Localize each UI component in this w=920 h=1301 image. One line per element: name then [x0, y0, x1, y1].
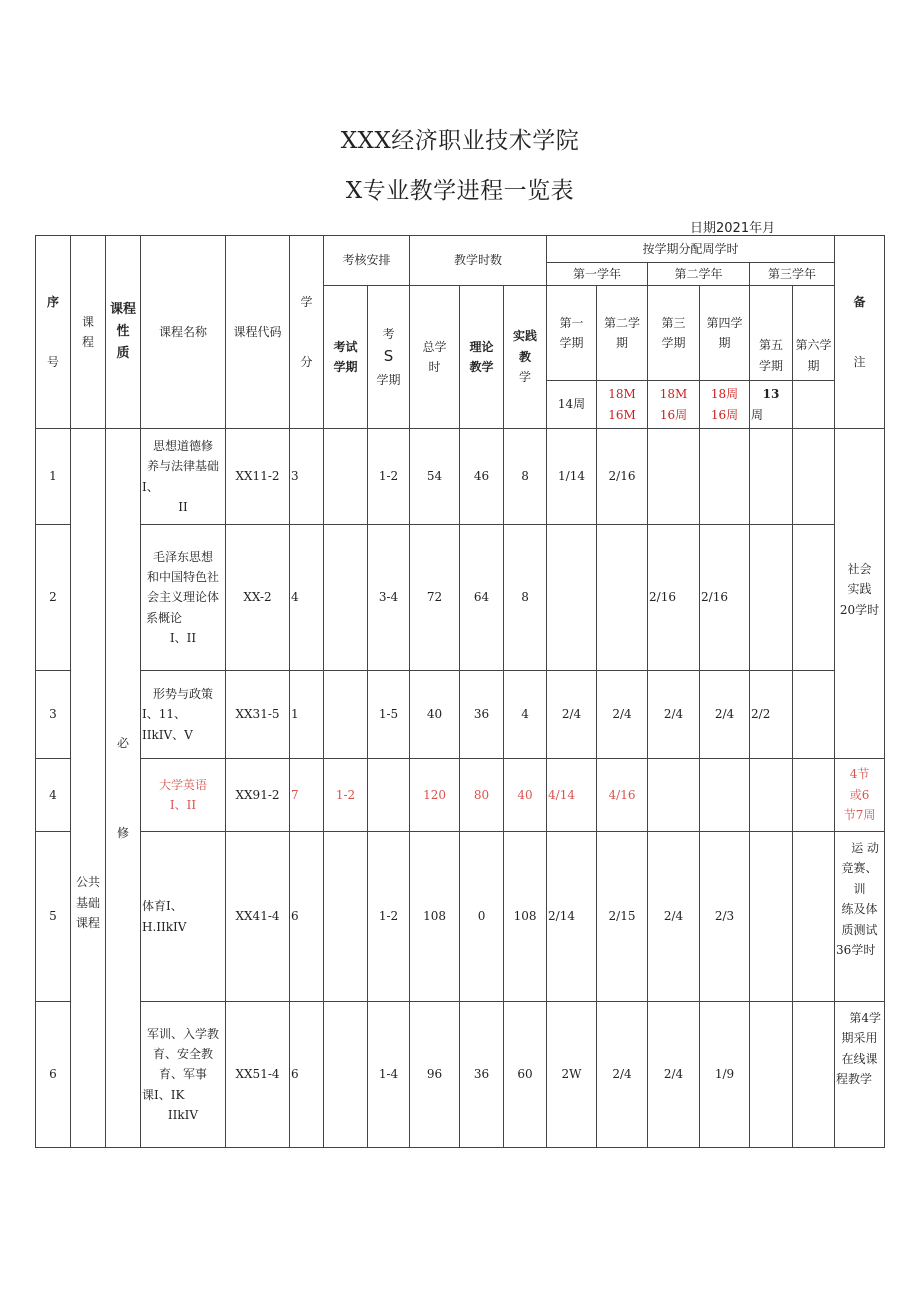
term-2-hours: [597, 525, 648, 671]
row-no: 1: [36, 429, 71, 525]
header-practice-hours: 实践 教 学: [504, 286, 547, 429]
header-row-1: [36, 236, 885, 263]
check-term: 1-2: [368, 429, 410, 525]
term-5-hours: [750, 429, 793, 525]
term-3-hours: 2/4: [648, 1002, 700, 1148]
term-6-hours: [793, 429, 835, 525]
course-code: XX11-2: [226, 429, 290, 525]
term-4-hours: 2/16: [700, 525, 750, 671]
exam-term: 1-2: [324, 759, 368, 832]
header-year-1: 第一学年: [547, 263, 648, 286]
header-term-2: 第二学 期: [597, 286, 648, 381]
term-3-hours: 2/4: [648, 832, 700, 1002]
header-term-4: 第四学 期: [700, 286, 750, 381]
theory-hours: 46: [460, 429, 504, 525]
remark: 运 动 竞赛、训 练及体 质测试 36学时: [835, 832, 885, 1002]
term-5-hours: [750, 525, 793, 671]
term-4-hours: 1/9: [700, 1002, 750, 1148]
course-name: 形势与政策 I、11、 IIkIV、V: [141, 671, 226, 759]
term-1-hours: 2/14: [547, 832, 597, 1002]
header-term-6: 第六学 期: [793, 286, 835, 381]
header-term-3: 第三 学期: [648, 286, 700, 381]
theory-hours: 36: [460, 1002, 504, 1148]
course-credit: 6: [290, 832, 324, 1002]
practice-hours: 8: [504, 525, 547, 671]
row-no: 5: [36, 832, 71, 1002]
table-row: [36, 671, 885, 759]
header-year-2: 第二学年: [648, 263, 750, 286]
weeks-term-2: 18M 16M: [597, 381, 648, 429]
exam-term: [324, 429, 368, 525]
term-5-hours: 2/2: [750, 671, 793, 759]
table-row: [36, 832, 885, 1002]
header-course-name: 课程名称: [141, 236, 226, 429]
table-title: X专业教学进程一览表: [345, 178, 575, 204]
course-nature: 必 修: [106, 429, 141, 1148]
course-credit: 7: [290, 759, 324, 832]
weeks-term-5: 13 周: [750, 381, 793, 429]
check-term: 3-4: [368, 525, 410, 671]
row-no: 4: [36, 759, 71, 832]
course-code: XX41-4: [226, 832, 290, 1002]
course-credit: 4: [290, 525, 324, 671]
course-name: 军训、入学教 育、安全教 育、军事 课I、IK IIkIV: [141, 1002, 226, 1148]
exam-term: [324, 1002, 368, 1148]
term-2-hours: 2/4: [597, 1002, 648, 1148]
header-exam-term: 考试 学期: [324, 286, 368, 429]
total-hours: 108: [410, 832, 460, 1002]
course-name: 思想道德修 养与法律基础 I、 II: [141, 429, 226, 525]
term-6-hours: [793, 832, 835, 1002]
remark: 社会 实践 20学时: [835, 429, 885, 759]
course-credit: 6: [290, 1002, 324, 1148]
header-check-term: 考 S 学期: [368, 286, 410, 429]
total-hours: 72: [410, 525, 460, 671]
table-row: [36, 525, 885, 671]
term-6-hours: [793, 671, 835, 759]
row-no: 2: [36, 525, 71, 671]
header-teaching-hours: 教学时数: [410, 236, 547, 286]
course-code: XX31-5: [226, 671, 290, 759]
term-6-hours: [793, 525, 835, 671]
course-name: 毛泽东思想 和中国特色社 会主义理论体 系概论 I、II: [141, 525, 226, 671]
course-name: 大学英语 I、II: [141, 759, 226, 832]
header-course-type: 课 程: [71, 236, 106, 429]
term-4-hours: [700, 759, 750, 832]
header-total-hours: 总学 时: [410, 286, 460, 429]
term-6-hours: [793, 759, 835, 832]
weeks-term-3: 18M 16周: [648, 381, 700, 429]
course-code: XX51-4: [226, 1002, 290, 1148]
remark: 4节 或6 节7周: [835, 759, 885, 832]
total-hours: 40: [410, 671, 460, 759]
weeks-term-6: [793, 381, 835, 429]
term-5-hours: [750, 1002, 793, 1148]
term-5-hours: [750, 759, 793, 832]
term-5-hours: [750, 832, 793, 1002]
term-1-hours: 1/14: [547, 429, 597, 525]
schedule-table: [35, 235, 885, 1148]
term-4-hours: 2/3: [700, 832, 750, 1002]
term-1-hours: 2/4: [547, 671, 597, 759]
table-row: [36, 759, 885, 832]
date-label: 日期2021年月: [690, 221, 776, 236]
header-theory-hours: 理论 教学: [460, 286, 504, 429]
term-3-hours: [648, 429, 700, 525]
table-row: [36, 1002, 885, 1148]
row-no: 3: [36, 671, 71, 759]
term-1-hours: [547, 525, 597, 671]
total-hours: 54: [410, 429, 460, 525]
header-remark: 备 注: [835, 236, 885, 429]
weeks-term-1: 14周: [547, 381, 597, 429]
term-2-hours: 2/16: [597, 429, 648, 525]
remark: 第4学 期采用 在线课 程教学: [835, 1002, 885, 1148]
term-6-hours: [793, 1002, 835, 1148]
course-category: 公共 基础 课程: [71, 429, 106, 1148]
header-course-code: 课程代码: [226, 236, 290, 429]
header-nature: 课程 性 质: [106, 236, 141, 429]
exam-term: [324, 525, 368, 671]
row-no: 6: [36, 1002, 71, 1148]
practice-hours: 108: [504, 832, 547, 1002]
course-code: XX-2: [226, 525, 290, 671]
theory-hours: 64: [460, 525, 504, 671]
header-credit: 学 分: [290, 236, 324, 429]
practice-hours: 60: [504, 1002, 547, 1148]
term-3-hours: 2/4: [648, 671, 700, 759]
theory-hours: 0: [460, 832, 504, 1002]
header-term-1: 第一 学期: [547, 286, 597, 381]
term-1-hours: 4/14: [547, 759, 597, 832]
term-2-hours: 4/16: [597, 759, 648, 832]
term-2-hours: 2/15: [597, 832, 648, 1002]
term-4-hours: 2/4: [700, 671, 750, 759]
practice-hours: 40: [504, 759, 547, 832]
term-1-hours: 2W: [547, 1002, 597, 1148]
header-exam-arrange: 考核安排: [324, 236, 410, 286]
header-seq: 序 号: [36, 236, 71, 429]
theory-hours: 36: [460, 671, 504, 759]
exam-term: [324, 671, 368, 759]
total-hours: 96: [410, 1002, 460, 1148]
practice-hours: 4: [504, 671, 547, 759]
header-weekly-alloc: 按学期分配周学时: [547, 236, 835, 263]
header-year-3: 第三学年: [750, 263, 835, 286]
course-name: 体育I、 H.IIkIV: [141, 832, 226, 1002]
course-credit: 1: [290, 671, 324, 759]
table-row: [36, 429, 885, 525]
exam-term: [324, 832, 368, 1002]
course-code: XX91-2: [226, 759, 290, 832]
term-3-hours: [648, 759, 700, 832]
term-3-hours: 2/16: [648, 525, 700, 671]
term-2-hours: 2/4: [597, 671, 648, 759]
check-term: [368, 759, 410, 832]
course-credit: 3: [290, 429, 324, 525]
header-term-5: 第五 学期: [750, 286, 793, 381]
school-title: XXX经济职业技术学院: [340, 128, 580, 154]
weeks-term-4: 18周 16周: [700, 381, 750, 429]
check-term: 1-2: [368, 832, 410, 1002]
total-hours: 120: [410, 759, 460, 832]
check-term: 1-4: [368, 1002, 410, 1148]
practice-hours: 8: [504, 429, 547, 525]
term-4-hours: [700, 429, 750, 525]
theory-hours: 80: [460, 759, 504, 832]
check-term: 1-5: [368, 671, 410, 759]
